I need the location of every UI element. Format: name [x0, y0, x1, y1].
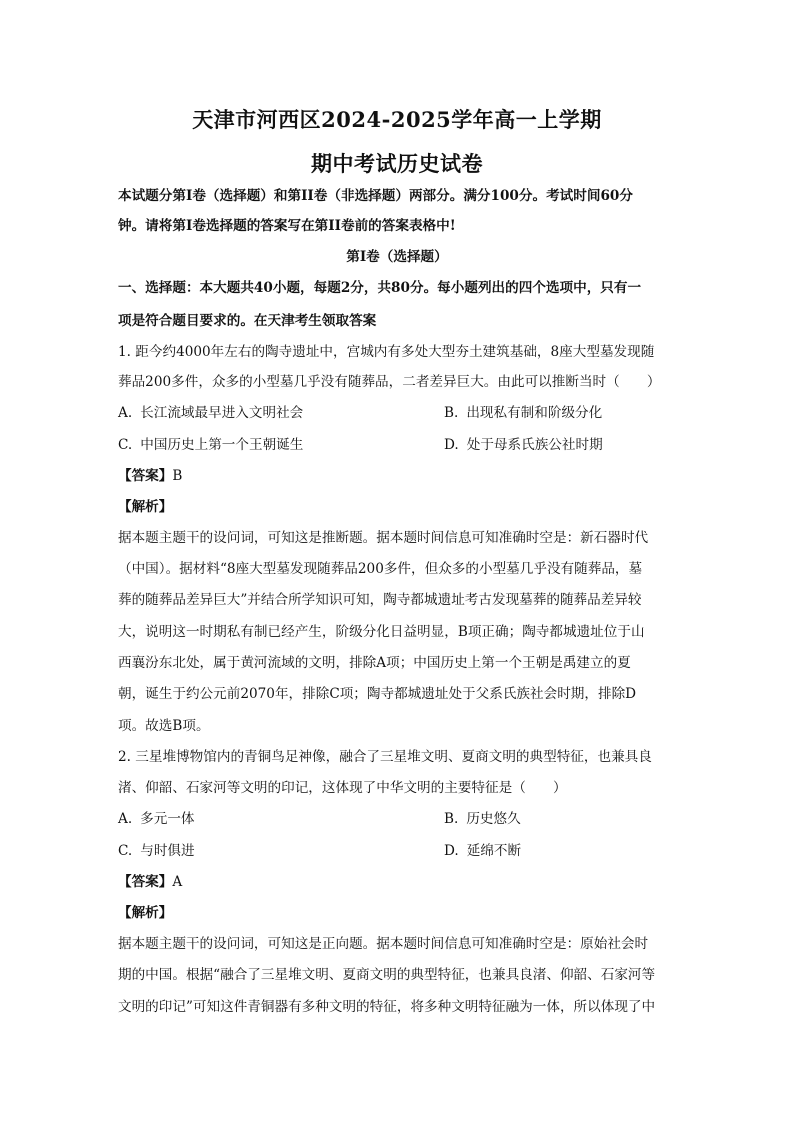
question-1-analysis-line-5: 西襄汾东北处，属于黄河流域的文明，排除A项；中国历史上第一个王朝是禹建立的夏 [118, 655, 631, 671]
question-2-analysis-line-2: 期的中国。根据“融合了三星堆文明、夏商文明的典型特征，也兼具良渚、仰韶、石家河等 [118, 967, 656, 983]
question-1-stem-line-1: 1. 距今约4000年左右的陶寺遗址中，宫城内有多处大型夯土建筑基础，8座大型墓发现随 [118, 344, 655, 360]
option-text: 与时俱进 [140, 843, 195, 859]
option-letter: B. [444, 405, 459, 421]
question-1-option-d [444, 435, 603, 455]
question-1-analysis-line-6: 朝，诞生于约公元前2070年，排除C项；陶寺都城遗址处于父系氏族社会时期，排除D [118, 686, 637, 702]
part1-heading: 第I卷（选择题） [346, 249, 448, 265]
option-text: 多元一体 [140, 811, 195, 827]
question-2-option-a [118, 809, 195, 829]
question-1-answer [118, 466, 678, 486]
question-1-option-a [118, 403, 303, 423]
answer-value: B [172, 468, 183, 484]
option-letter: D. [444, 843, 459, 859]
exam-title: 天津市河西区2024-2025学年高一上学期 [192, 107, 602, 132]
section-instructions-line-1: 一、选择题：本大题共40小题，每题2分，共80分。每小题列出的四个选项中，只有一 [118, 280, 642, 296]
question-1-option-c [118, 435, 303, 455]
answer-label: 【答案】 [118, 874, 173, 890]
question-2-analysis-line-1: 据本题主题干的设问词，可知这是正向题。据本题时间信息可知准确时空是：原始社会时 [118, 936, 649, 952]
question-2-option-d [444, 841, 521, 861]
option-text: 延绵不断 [466, 843, 522, 859]
option-text: 出现私有制和阶级分化 [466, 405, 603, 421]
option-letter: A. [118, 405, 133, 421]
intro-line-1: 本试题分第I卷（选择题）和第II卷（非选择题）两部分。满分100分。考试时间60分 [118, 188, 633, 204]
question-1-analysis-line-4: 大，说明这一时期私有制已经产生，阶级分化日益明显，B项正确；陶寺都城遗址位于山 [118, 624, 645, 640]
question-2-stem-line-2: 渚、仰韶、石家河等文明的印记，这体现了中华文明的主要特征是（ ） [118, 780, 567, 796]
question-2-analysis-label: 【解析】 [118, 905, 173, 921]
question-1-analysis-line-3: 葬的随葬品差异巨大”并结合所学知识可知，陶寺都城遗址考古发现墓葬的随葬品差异较 [118, 592, 642, 608]
question-2-stem-line-1: 2. 三星堆博物馆内的青铜鸟足神像，融合了三星堆文明、夏商文明的典型特征，也兼具良 [118, 749, 652, 765]
option-letter: A. [118, 811, 133, 827]
question-1-option-b [444, 403, 602, 423]
option-text: 中国历史上第一个王朝诞生 [140, 437, 304, 453]
question-2-analysis-line-3: 文明的印记”可知这件青铜器有多种文明的特征，将多种文明特征融为一体，所以体现了中 [118, 999, 656, 1015]
option-letter: D. [444, 437, 459, 453]
question-1-stem-line-2: 葬品200多件，众多的小型墓几乎没有随葬品，二者差异巨大。由此可以推断当时（ ） [118, 374, 661, 390]
option-letter: C. [118, 437, 133, 453]
question-2-option-b [444, 809, 521, 829]
question-1-analysis-line-2: （中国）。据材料“8座大型墓发现随葬品200多件，但众多的小型墓几乎没有随葬品，墓 [118, 561, 643, 577]
question-2-option-c [118, 841, 195, 861]
question-2-answer [118, 872, 678, 892]
option-text: 处于母系氏族公社时期 [466, 437, 603, 453]
option-letter: C. [118, 843, 133, 859]
section-instructions-line-2: 项是符合题目要求的。在天津考生领取答案 [118, 313, 377, 329]
question-1-analysis-label: 【解析】 [118, 499, 173, 515]
answer-value: A [172, 874, 183, 890]
answer-label: 【答案】 [118, 468, 173, 484]
option-text: 历史悠久 [466, 811, 521, 827]
option-text: 长江流域最早进入文明社会 [140, 405, 304, 421]
option-letter: B. [444, 811, 459, 827]
intro-line-2: 钟。请将第I卷选择题的答案写在第II卷前的答案表格中! [118, 218, 456, 234]
question-1-analysis-line-1: 据本题主题干的设问词，可知这是推断题。据本题时间信息可知准确时空是：新石器时代 [118, 530, 649, 546]
exam-subtitle: 期中考试历史试卷 [311, 151, 483, 176]
question-1-analysis-line-7: 项。故选B项。 [118, 718, 210, 734]
